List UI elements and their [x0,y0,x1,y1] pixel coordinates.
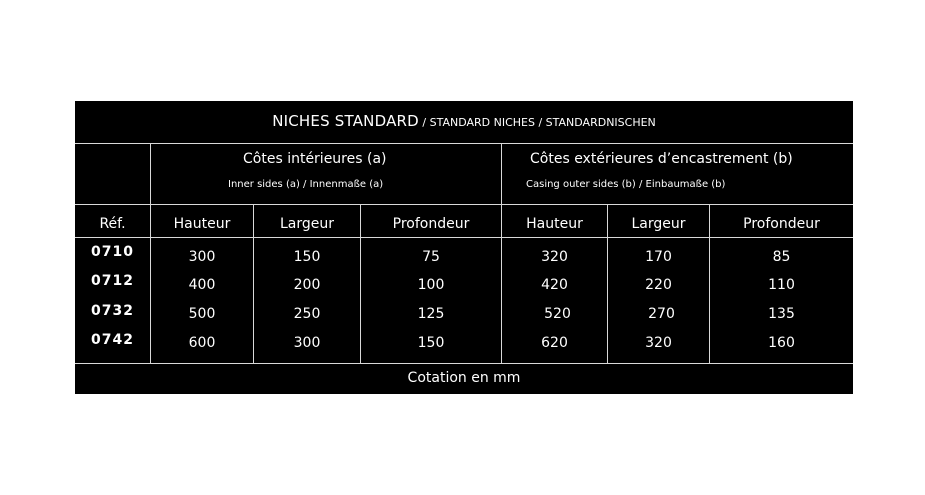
outer-width-cell: 320 [645,335,672,351]
col-inner-height: Hauteur [173,216,231,232]
outer-width-cell: 220 [645,277,672,293]
col-outer-depth: Profondeur [743,216,820,232]
inner-height-cell: 300 [188,249,216,265]
inner-height-cell: 400 [188,277,216,293]
outer-depth-cell: 160 [768,335,795,351]
col-outer-height: Hauteur [526,216,583,232]
group-outer [502,145,853,205]
ref-cell: 0712 [91,273,134,289]
rule-below-title [75,143,853,144]
table-row [75,329,853,357]
outer-depth-cell: 110 [768,277,795,293]
outer-width-cell: 170 [645,249,672,265]
table-title [75,101,853,143]
inner-depth-cell: 100 [417,277,445,293]
outer-height-cell: 420 [541,277,568,293]
rule-above-footer [75,363,853,364]
table-row [75,300,853,328]
table-title-translations: / STANDARD NICHES / STANDARDNISCHEN [418,116,656,129]
table-title-main: NICHES STANDARD [272,112,419,130]
inner-width-cell: 300 [293,335,321,351]
inner-width-cell: 150 [293,249,321,265]
ref-cell: 0742 [91,332,134,348]
outer-height-cell: 320 [541,249,568,265]
group-inner-title: Côtes intérieures (a) [243,151,387,167]
table-row [75,243,853,271]
group-outer-title: Côtes extérieures d’encastrement (b) [530,151,793,167]
units-note: Cotation en mm [407,370,521,386]
table-row [75,271,853,299]
group-outer-subtitle: Casing outer sides (b) / Einbaumaße (b) [526,179,726,190]
group-inner-subtitle: Inner sides (a) / Innenmaße (a) [228,179,384,190]
col-ref: Réf. [99,216,126,232]
inner-height-cell: 500 [188,306,216,322]
inner-height-cell: 600 [188,335,216,351]
outer-width-cell: 270 [648,306,675,322]
group-inner [151,145,501,205]
ref-cell: 0710 [91,244,134,260]
col-inner-depth: Profondeur [392,216,470,232]
col-outer-width: Largeur [631,216,686,232]
col-inner-width: Largeur [279,216,335,232]
inner-depth-cell: 150 [417,335,445,351]
outer-height-cell: 520 [544,306,571,322]
outer-height-cell: 620 [541,335,568,351]
ref-cell: 0732 [91,303,134,319]
outer-depth-cell: 135 [768,306,795,322]
inner-width-cell: 250 [293,306,321,322]
inner-depth-cell: 75 [422,249,440,265]
outer-depth-cell: 85 [772,249,791,265]
inner-width-cell: 200 [293,277,321,293]
inner-depth-cell: 125 [417,306,445,322]
niches-spec-table [75,101,853,394]
